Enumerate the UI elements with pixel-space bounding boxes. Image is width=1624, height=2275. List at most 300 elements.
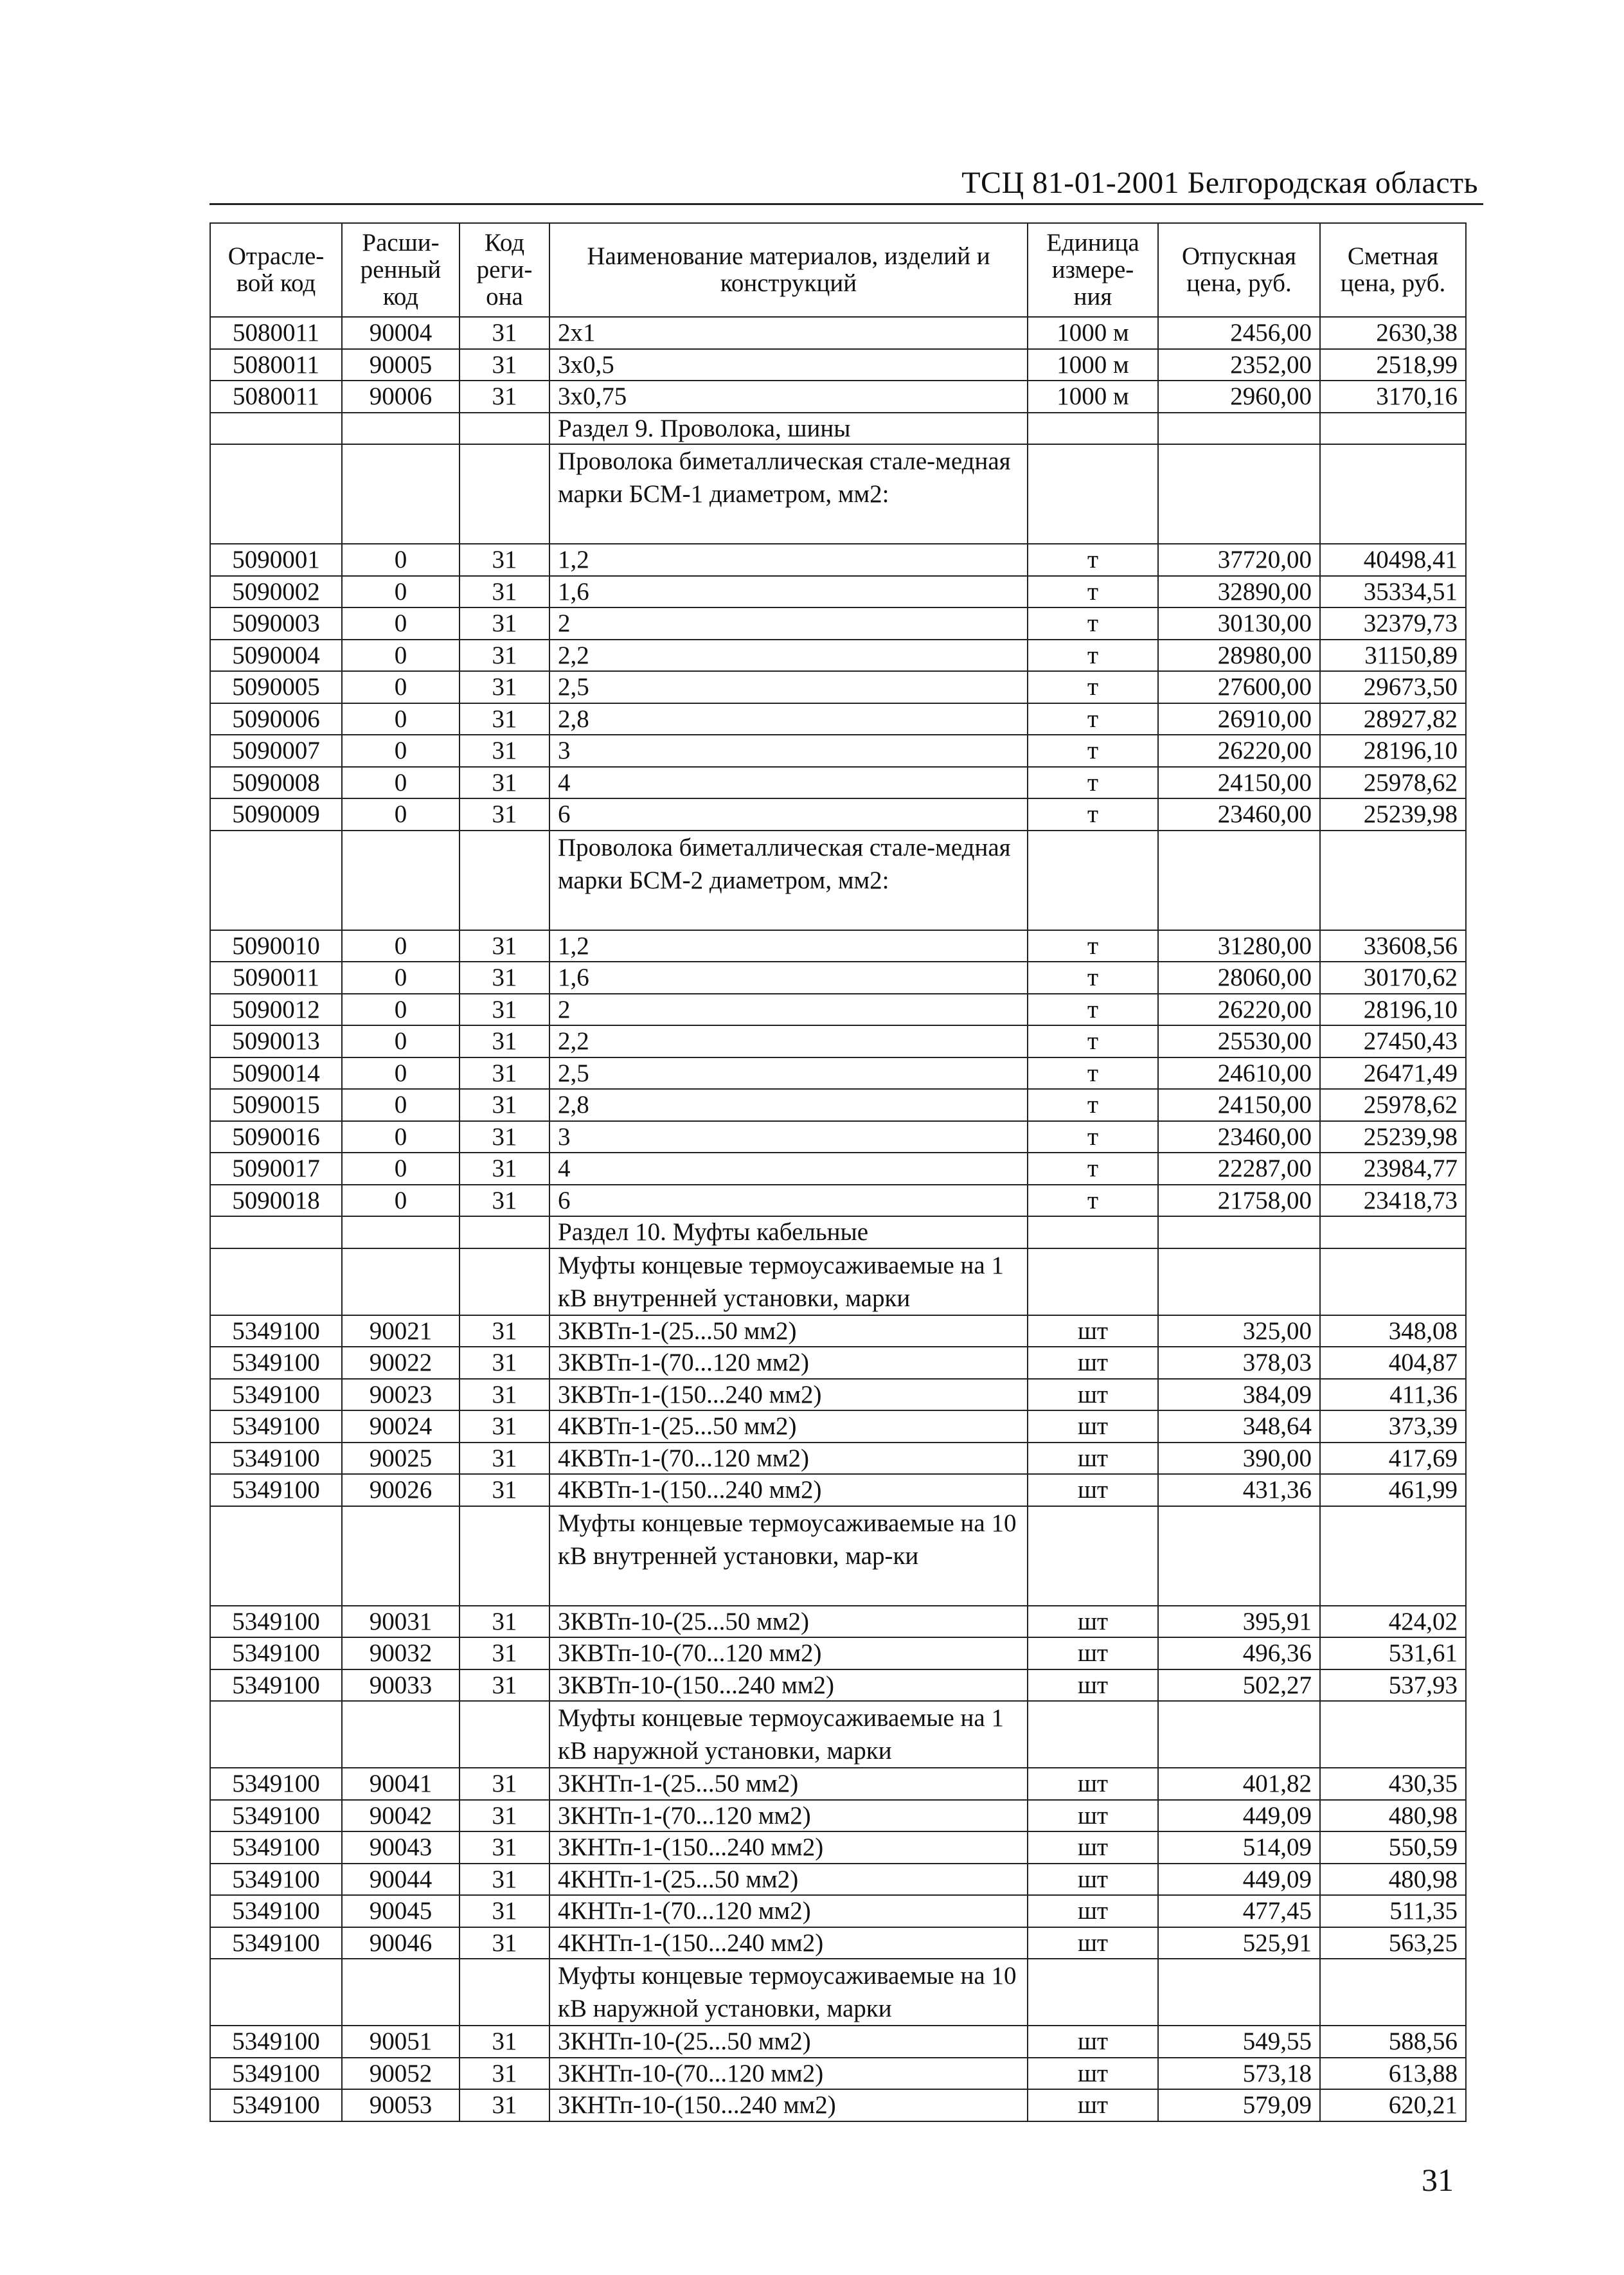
cell-industry-code: 5090008 — [210, 767, 342, 799]
cell-extended-code: 90023 — [342, 1379, 460, 1411]
cell-region-code: 31 — [460, 962, 549, 994]
table-body — [210, 317, 1466, 2121]
cell-region-code: 31 — [460, 1637, 549, 1669]
cell-material-name: 1,2 — [549, 544, 1028, 576]
table-row — [210, 930, 1466, 962]
header-release-price: Отпускная цена, руб. — [1158, 223, 1320, 317]
cell-industry-code: 5090006 — [210, 703, 342, 735]
cell-extended-code: 90042 — [342, 1800, 460, 1832]
table-row — [210, 1057, 1466, 1090]
cell-extended-code: 90052 — [342, 2058, 460, 2090]
cell-material-name: 3КНТп-1-(25...50 мм2) — [549, 1768, 1028, 1800]
cell-estimate-price: 26471,49 — [1320, 1057, 1466, 1090]
cell-material-name: 3х0,5 — [549, 349, 1028, 381]
cell-industry-code: 5090005 — [210, 671, 342, 703]
cell-release-price: 431,36 — [1158, 1474, 1320, 1506]
cell-estimate-price: 531,61 — [1320, 1637, 1466, 1669]
table-row — [210, 798, 1466, 831]
cell-region-code: 31 — [460, 1410, 549, 1443]
cell-material-name: 3КНТп-1-(150...240 мм2) — [549, 1831, 1028, 1864]
cell-empty — [460, 1248, 549, 1315]
cell-material-name: 3х0,75 — [549, 381, 1028, 413]
cell-material-name: 6 — [549, 1185, 1028, 1217]
cell-empty — [1028, 1248, 1158, 1315]
cell-release-price: 31280,00 — [1158, 930, 1320, 962]
table-row — [210, 1637, 1466, 1669]
table-row — [210, 1800, 1466, 1832]
cell-industry-code: 5349100 — [210, 1443, 342, 1475]
cell-material-name: 3КВТп-10-(150...240 мм2) — [549, 1669, 1028, 1702]
table-row — [210, 349, 1466, 381]
header-extended-code: Расши-ренный код — [342, 223, 460, 317]
section-row — [210, 1216, 1466, 1248]
cell-industry-code: 5090010 — [210, 930, 342, 962]
cell-empty — [210, 413, 342, 445]
cell-industry-code: 5090013 — [210, 1025, 342, 1057]
cell-material-name: 4КВТп-1-(25...50 мм2) — [549, 1410, 1028, 1443]
cell-estimate-price: 28196,10 — [1320, 735, 1466, 767]
header-region-code: Код реги-она — [460, 223, 549, 317]
cell-release-price: 378,03 — [1158, 1347, 1320, 1379]
cell-unit: т — [1028, 640, 1158, 672]
table-row — [210, 962, 1466, 994]
cell-region-code: 31 — [460, 930, 549, 962]
group-heading-row — [210, 444, 1466, 544]
cell-unit: т — [1028, 576, 1158, 608]
cell-empty — [1320, 413, 1466, 445]
cell-industry-code: 5090001 — [210, 544, 342, 576]
cell-material-name: 4КНТп-1-(70...120 мм2) — [549, 1895, 1028, 1927]
cell-unit: шт — [1028, 1800, 1158, 1832]
cell-unit: шт — [1028, 1895, 1158, 1927]
cell-unit: шт — [1028, 1315, 1158, 1347]
cell-release-price: 2960,00 — [1158, 381, 1320, 413]
cell-industry-code: 5349100 — [210, 2089, 342, 2121]
table-row — [210, 2089, 1466, 2121]
cell-empty — [210, 1506, 342, 1606]
cell-extended-code: 90033 — [342, 1669, 460, 1702]
cell-unit: шт — [1028, 2058, 1158, 2090]
cell-material-name: 3КНТп-1-(70...120 мм2) — [549, 1800, 1028, 1832]
cell-unit: шт — [1028, 1410, 1158, 1443]
cell-industry-code: 5090007 — [210, 735, 342, 767]
cell-region-code: 31 — [460, 544, 549, 576]
cell-industry-code: 5349100 — [210, 1379, 342, 1411]
cell-release-price: 348,64 — [1158, 1410, 1320, 1443]
cell-release-price: 24150,00 — [1158, 767, 1320, 799]
cell-material-name: 3КНТп-10-(25...50 мм2) — [549, 2026, 1028, 2058]
cell-extended-code: 90046 — [342, 1927, 460, 1959]
cell-unit: т — [1028, 735, 1158, 767]
cell-industry-code: 5349100 — [210, 1895, 342, 1927]
cell-empty — [210, 1701, 342, 1768]
cell-region-code: 31 — [460, 381, 549, 413]
cell-extended-code: 0 — [342, 930, 460, 962]
cell-region-code: 31 — [460, 1831, 549, 1864]
cell-estimate-price: 25239,98 — [1320, 798, 1466, 831]
cell-region-code: 31 — [460, 607, 549, 640]
cell-material-name: 2,2 — [549, 640, 1028, 672]
cell-industry-code: 5349100 — [210, 1315, 342, 1347]
cell-region-code: 31 — [460, 1379, 549, 1411]
cell-empty — [1158, 1248, 1320, 1315]
cell-release-price: 401,82 — [1158, 1768, 1320, 1800]
cell-material-name: 2,8 — [549, 703, 1028, 735]
cell-region-code: 31 — [460, 640, 549, 672]
cell-estimate-price: 3170,16 — [1320, 381, 1466, 413]
cell-extended-code: 90021 — [342, 1315, 460, 1347]
section-title: Раздел 10. Муфты кабельные — [549, 1216, 1028, 1248]
cell-unit: т — [1028, 962, 1158, 994]
cell-region-code: 31 — [460, 1606, 549, 1638]
cell-estimate-price: 25978,62 — [1320, 1089, 1466, 1121]
table-row — [210, 1025, 1466, 1057]
cell-material-name: 2,5 — [549, 1057, 1028, 1090]
cell-unit: т — [1028, 767, 1158, 799]
group-heading: Муфты концевые термоусаживаемые на 10 кВ наружной установки, марки — [549, 1959, 1028, 2026]
cell-region-code: 31 — [460, 1121, 549, 1153]
cell-empty — [210, 444, 342, 544]
cell-material-name: 3КНТп-10-(150...240 мм2) — [549, 2089, 1028, 2121]
cell-unit: 1000 м — [1028, 317, 1158, 349]
table-row — [210, 1410, 1466, 1443]
cell-unit: 1000 м — [1028, 349, 1158, 381]
cell-unit: т — [1028, 671, 1158, 703]
cell-extended-code: 0 — [342, 767, 460, 799]
cell-extended-code: 0 — [342, 1089, 460, 1121]
cell-region-code: 31 — [460, 1927, 549, 1959]
cell-empty — [460, 1506, 549, 1606]
cell-estimate-price: 563,25 — [1320, 1927, 1466, 1959]
cell-industry-code: 5090009 — [210, 798, 342, 831]
cell-industry-code: 5349100 — [210, 1410, 342, 1443]
cell-release-price: 449,09 — [1158, 1864, 1320, 1896]
cell-material-name: 3 — [549, 1121, 1028, 1153]
cell-estimate-price: 411,36 — [1320, 1379, 1466, 1411]
cell-empty — [1320, 1506, 1466, 1606]
cell-unit: шт — [1028, 1864, 1158, 1896]
cell-extended-code: 0 — [342, 735, 460, 767]
cell-empty — [342, 831, 460, 930]
cell-material-name: 1,2 — [549, 930, 1028, 962]
cell-release-price: 390,00 — [1158, 1443, 1320, 1475]
cell-unit: шт — [1028, 1637, 1158, 1669]
cell-material-name: 4КНТп-1-(25...50 мм2) — [549, 1864, 1028, 1896]
table-row — [210, 703, 1466, 735]
page-number: 31 — [1422, 2162, 1454, 2198]
cell-estimate-price: 29673,50 — [1320, 671, 1466, 703]
cell-empty — [1158, 444, 1320, 544]
cell-estimate-price: 424,02 — [1320, 1606, 1466, 1638]
cell-estimate-price: 537,93 — [1320, 1669, 1466, 1702]
cell-extended-code: 90051 — [342, 2026, 460, 2058]
cell-unit: шт — [1028, 2089, 1158, 2121]
cell-extended-code: 90041 — [342, 1768, 460, 1800]
cell-estimate-price: 31150,89 — [1320, 640, 1466, 672]
cell-region-code: 31 — [460, 767, 549, 799]
cell-empty — [1320, 831, 1466, 930]
cell-extended-code: 0 — [342, 994, 460, 1026]
cell-extended-code: 90025 — [342, 1443, 460, 1475]
cell-industry-code: 5349100 — [210, 1669, 342, 1702]
cell-unit: т — [1028, 1025, 1158, 1057]
cell-release-price: 23460,00 — [1158, 798, 1320, 831]
header-material-name: Наименование материалов, изделий и конструкций — [549, 223, 1028, 317]
cell-industry-code: 5080011 — [210, 349, 342, 381]
header-unit: Единица измере-ния — [1028, 223, 1158, 317]
cell-industry-code: 5349100 — [210, 1864, 342, 1896]
cell-extended-code: 90044 — [342, 1864, 460, 1896]
cell-empty — [1158, 831, 1320, 930]
cell-extended-code: 0 — [342, 962, 460, 994]
page-header — [210, 162, 1483, 205]
cell-release-price: 26220,00 — [1158, 994, 1320, 1026]
cell-empty — [460, 1216, 549, 1248]
cell-unit: т — [1028, 1121, 1158, 1153]
cell-industry-code: 5349100 — [210, 1347, 342, 1379]
cell-release-price: 525,91 — [1158, 1927, 1320, 1959]
table-row — [210, 767, 1466, 799]
cell-release-price: 549,55 — [1158, 2026, 1320, 2058]
cell-empty — [1158, 1506, 1320, 1606]
cell-release-price: 26220,00 — [1158, 735, 1320, 767]
cell-unit: шт — [1028, 1606, 1158, 1638]
cell-estimate-price: 417,69 — [1320, 1443, 1466, 1475]
cell-release-price: 325,00 — [1158, 1315, 1320, 1347]
cell-empty — [1028, 1506, 1158, 1606]
cell-industry-code: 5349100 — [210, 1768, 342, 1800]
cell-estimate-price: 2518,99 — [1320, 349, 1466, 381]
cell-material-name: 2 — [549, 607, 1028, 640]
cell-empty — [1158, 1701, 1320, 1768]
cell-unit: т — [1028, 930, 1158, 962]
cell-industry-code: 5349100 — [210, 1831, 342, 1864]
cell-unit: шт — [1028, 1347, 1158, 1379]
cell-unit: т — [1028, 607, 1158, 640]
table-row — [210, 1895, 1466, 1927]
cell-release-price: 502,27 — [1158, 1669, 1320, 1702]
cell-estimate-price: 27450,43 — [1320, 1025, 1466, 1057]
cell-estimate-price: 430,35 — [1320, 1768, 1466, 1800]
cell-industry-code: 5080011 — [210, 317, 342, 349]
cell-extended-code: 0 — [342, 1153, 460, 1185]
cell-estimate-price: 373,39 — [1320, 1410, 1466, 1443]
cell-empty — [342, 1506, 460, 1606]
cell-unit: т — [1028, 1185, 1158, 1217]
cell-industry-code: 5349100 — [210, 1606, 342, 1638]
table-row — [210, 994, 1466, 1026]
cell-empty — [342, 444, 460, 544]
cell-unit: т — [1028, 798, 1158, 831]
cell-material-name: 3КВТп-10-(70...120 мм2) — [549, 1637, 1028, 1669]
cell-region-code: 31 — [460, 994, 549, 1026]
cell-empty — [460, 1959, 549, 2026]
cell-region-code: 31 — [460, 2058, 549, 2090]
table-row — [210, 544, 1466, 576]
price-table — [210, 222, 1467, 2122]
cell-empty — [210, 831, 342, 930]
cell-estimate-price: 613,88 — [1320, 2058, 1466, 2090]
cell-region-code: 31 — [460, 1315, 549, 1347]
cell-region-code: 31 — [460, 349, 549, 381]
cell-estimate-price: 404,87 — [1320, 1347, 1466, 1379]
header-industry-code: Отрасле-вой код — [210, 223, 342, 317]
cell-estimate-price: 480,98 — [1320, 1864, 1466, 1896]
cell-release-price: 24610,00 — [1158, 1057, 1320, 1090]
table-row — [210, 1443, 1466, 1475]
cell-estimate-price: 23418,73 — [1320, 1185, 1466, 1217]
cell-empty — [1158, 413, 1320, 445]
group-heading-row — [210, 1506, 1466, 1606]
cell-estimate-price: 35334,51 — [1320, 576, 1466, 608]
group-heading-row — [210, 831, 1466, 930]
cell-industry-code: 5090018 — [210, 1185, 342, 1217]
cell-empty — [1028, 1701, 1158, 1768]
cell-region-code: 31 — [460, 1089, 549, 1121]
header-estimate-price: Сметная цена, руб. — [1320, 223, 1466, 317]
group-heading: Муфты концевые термоусаживаемые на 1 кВ наружной установки, марки — [549, 1701, 1028, 1768]
group-heading-row — [210, 1248, 1466, 1315]
cell-industry-code: 5090012 — [210, 994, 342, 1026]
group-heading: Муфты концевые термоусаживаемые на 10 кВ внутренней установки, мар-ки — [549, 1506, 1028, 1606]
cell-region-code: 31 — [460, 1153, 549, 1185]
cell-estimate-price: 25978,62 — [1320, 767, 1466, 799]
cell-unit: шт — [1028, 1474, 1158, 1506]
cell-unit: т — [1028, 1057, 1158, 1090]
table-row — [210, 1153, 1466, 1185]
cell-empty — [1028, 1216, 1158, 1248]
group-heading: Муфты концевые термоусаживаемые на 1 кВ внутренней установки, марки — [549, 1248, 1028, 1315]
cell-estimate-price: 25239,98 — [1320, 1121, 1466, 1153]
cell-material-name: 3КНТп-10-(70...120 мм2) — [549, 2058, 1028, 2090]
cell-estimate-price: 30170,62 — [1320, 962, 1466, 994]
cell-material-name: 2 — [549, 994, 1028, 1026]
cell-extended-code: 0 — [342, 671, 460, 703]
cell-release-price: 2456,00 — [1158, 317, 1320, 349]
cell-release-price: 26910,00 — [1158, 703, 1320, 735]
cell-empty — [460, 413, 549, 445]
cell-region-code: 31 — [460, 1474, 549, 1506]
cell-material-name: 2,8 — [549, 1089, 1028, 1121]
cell-extended-code: 0 — [342, 640, 460, 672]
cell-release-price: 28980,00 — [1158, 640, 1320, 672]
cell-release-price: 28060,00 — [1158, 962, 1320, 994]
table-row — [210, 1669, 1466, 1702]
cell-empty — [342, 1701, 460, 1768]
table-row — [210, 1089, 1466, 1121]
table-row — [210, 1831, 1466, 1864]
cell-release-price: 449,09 — [1158, 1800, 1320, 1832]
cell-empty — [210, 1216, 342, 1248]
cell-release-price: 496,36 — [1158, 1637, 1320, 1669]
cell-extended-code: 0 — [342, 798, 460, 831]
cell-extended-code: 90043 — [342, 1831, 460, 1864]
cell-region-code: 31 — [460, 1864, 549, 1896]
table-row — [210, 381, 1466, 413]
cell-empty — [1320, 1248, 1466, 1315]
cell-material-name: 4КВТп-1-(70...120 мм2) — [549, 1443, 1028, 1475]
cell-empty — [342, 1959, 460, 2026]
cell-release-price: 30130,00 — [1158, 607, 1320, 640]
cell-release-price: 573,18 — [1158, 2058, 1320, 2090]
cell-region-code: 31 — [460, 1895, 549, 1927]
cell-region-code: 31 — [460, 2026, 549, 2058]
cell-industry-code: 5090014 — [210, 1057, 342, 1090]
cell-release-price: 477,45 — [1158, 1895, 1320, 1927]
cell-industry-code: 5090004 — [210, 640, 342, 672]
cell-estimate-price: 28196,10 — [1320, 994, 1466, 1026]
cell-release-price: 22287,00 — [1158, 1153, 1320, 1185]
cell-unit: 1000 м — [1028, 381, 1158, 413]
table-row — [210, 2058, 1466, 2090]
cell-release-price: 24150,00 — [1158, 1089, 1320, 1121]
cell-empty — [210, 1248, 342, 1315]
table-row — [210, 1185, 1466, 1217]
cell-region-code: 31 — [460, 1185, 549, 1217]
cell-empty — [1320, 1959, 1466, 2026]
cell-region-code: 31 — [460, 703, 549, 735]
cell-industry-code: 5349100 — [210, 1637, 342, 1669]
table-row — [210, 1379, 1466, 1411]
cell-empty — [1028, 413, 1158, 445]
cell-extended-code: 90045 — [342, 1895, 460, 1927]
cell-estimate-price: 33608,56 — [1320, 930, 1466, 962]
table-row — [210, 1347, 1466, 1379]
cell-estimate-price: 2630,38 — [1320, 317, 1466, 349]
cell-extended-code: 90026 — [342, 1474, 460, 1506]
cell-unit: шт — [1028, 1927, 1158, 1959]
cell-region-code: 31 — [460, 1025, 549, 1057]
table-row — [210, 671, 1466, 703]
group-heading: Проволока биметаллическая стале-медная марки БСМ-2 диаметром, мм2: — [549, 831, 1028, 930]
cell-extended-code: 90005 — [342, 349, 460, 381]
cell-material-name: 4КВТп-1-(150...240 мм2) — [549, 1474, 1028, 1506]
cell-material-name: 3КВТп-10-(25...50 мм2) — [549, 1606, 1028, 1638]
document-title: ТСЦ 81-01-2001 Белгородская область — [961, 166, 1478, 200]
cell-extended-code: 90022 — [342, 1347, 460, 1379]
table-row — [210, 1864, 1466, 1896]
cell-release-price: 384,09 — [1158, 1379, 1320, 1411]
cell-extended-code: 0 — [342, 544, 460, 576]
cell-region-code: 31 — [460, 2089, 549, 2121]
cell-industry-code: 5090003 — [210, 607, 342, 640]
cell-release-price: 27600,00 — [1158, 671, 1320, 703]
cell-release-price: 25530,00 — [1158, 1025, 1320, 1057]
table-row — [210, 1121, 1466, 1153]
cell-extended-code: 0 — [342, 1025, 460, 1057]
cell-release-price: 2352,00 — [1158, 349, 1320, 381]
group-heading-row — [210, 1959, 1466, 2026]
cell-region-code: 31 — [460, 1669, 549, 1702]
cell-material-name: 4 — [549, 767, 1028, 799]
cell-estimate-price: 23984,77 — [1320, 1153, 1466, 1185]
cell-material-name: 6 — [549, 798, 1028, 831]
cell-empty — [1320, 1216, 1466, 1248]
cell-estimate-price: 28927,82 — [1320, 703, 1466, 735]
cell-empty — [342, 1248, 460, 1315]
cell-material-name: 2,5 — [549, 671, 1028, 703]
cell-estimate-price: 620,21 — [1320, 2089, 1466, 2121]
table-row — [210, 1768, 1466, 1800]
cell-region-code: 31 — [460, 1800, 549, 1832]
cell-industry-code: 5090017 — [210, 1153, 342, 1185]
cell-extended-code: 90024 — [342, 1410, 460, 1443]
cell-unit: т — [1028, 544, 1158, 576]
cell-extended-code: 90053 — [342, 2089, 460, 2121]
cell-material-name: 1,6 — [549, 962, 1028, 994]
cell-estimate-price: 588,56 — [1320, 2026, 1466, 2058]
cell-material-name: 4 — [549, 1153, 1028, 1185]
